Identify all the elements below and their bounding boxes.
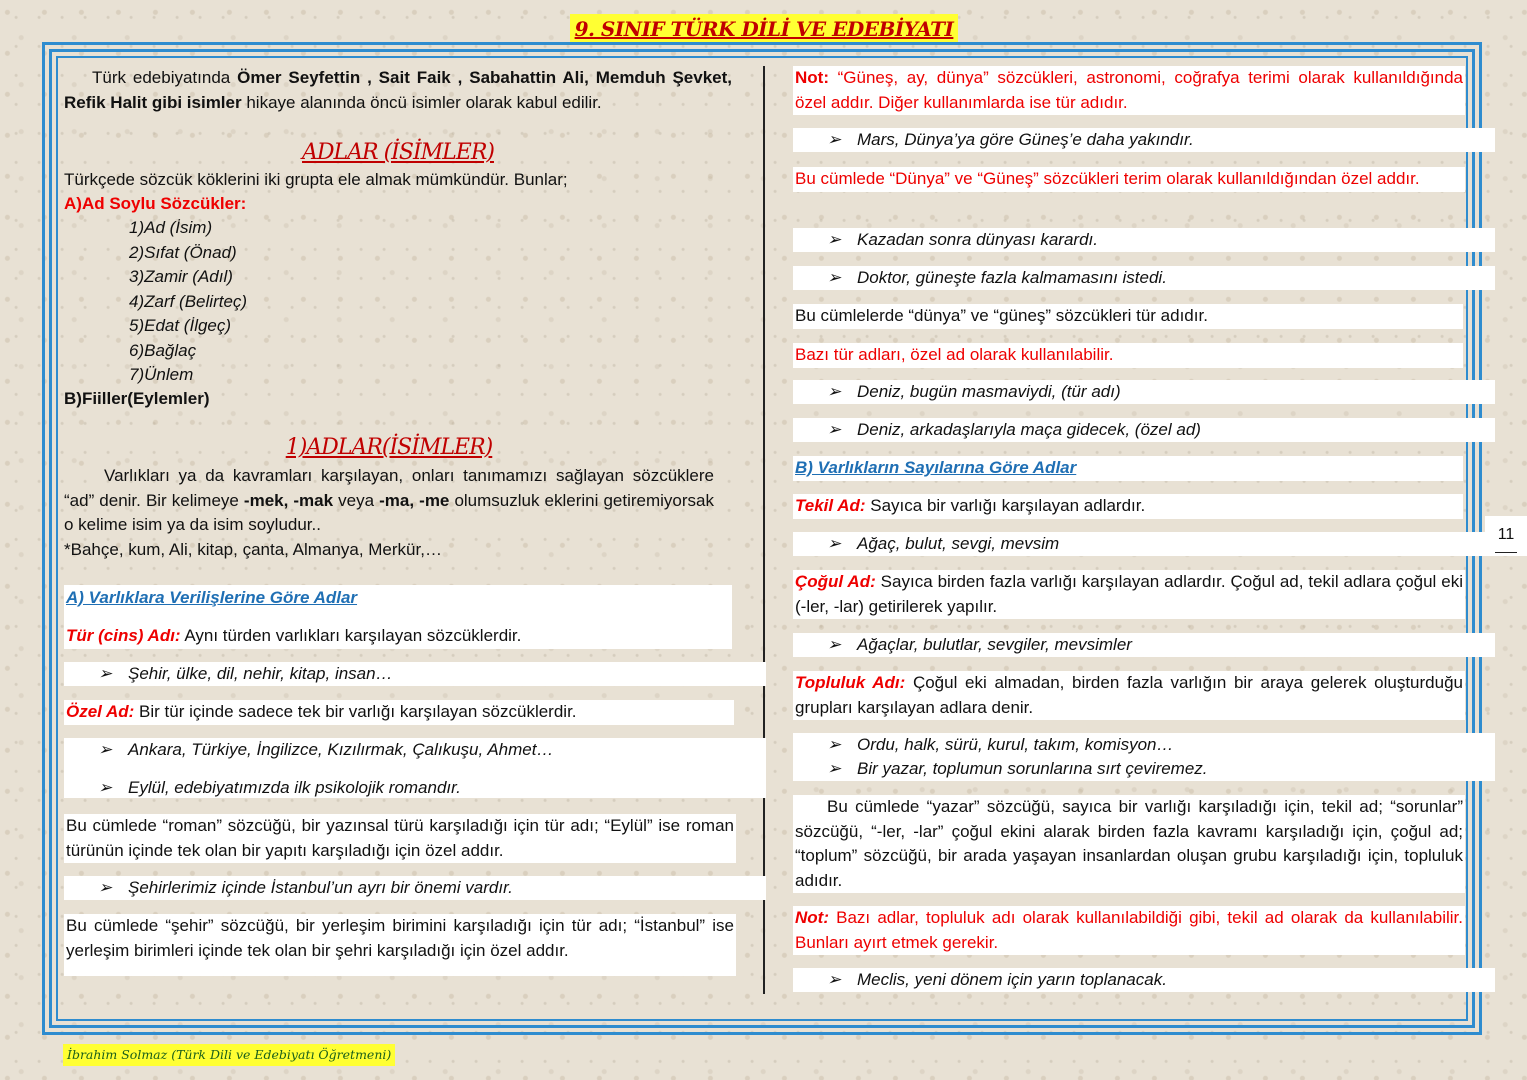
- ozel-ad-definition: Özel Ad: Bir tür içinde sadece tek bir varlığı karşılayan sözcüklerdir.: [64, 700, 734, 725]
- arrow-bullet-icon: ➢: [827, 382, 842, 401]
- list-item: 4)Zarf (Belirteç): [129, 291, 248, 311]
- yazar-explanation: Bu cümlede “yazar” sözcüğü, sayıca bir varlığı karşıladığı için, tekil ad; “sorunlar” sözcüğü, “-ler, -lar” çoğul ekini alarak birden fazla kavramı karşıladığı için, çoğul ad; “toplum” sözcüğü, bir arada yaşayan insanlardan oluşan grubu karşıladığı için, topluluk adıdır.: [793, 795, 1465, 893]
- example-item: ➢ Eylül, edebiyatımızda ilk psikolojik romandır.: [98, 776, 766, 800]
- note-topluluk: Not: Bazı adlar, topluluk adı olarak kullanılabildiği gibi, tekil ad olarak da kullanılabilir. Bunları ayırt etmek gerekir.: [793, 906, 1465, 955]
- example-item: ➢ Doktor, güneşte fazla kalmamasını istedi.: [793, 266, 1495, 290]
- pioneer-names: Ömer Seyfettin , Sait Faik , Sabahattin Ali, Memduh Şevket, Refik Halit gibi isimler: [64, 68, 732, 112]
- arrow-bullet-icon: ➢: [98, 740, 113, 759]
- group-b-title: B)Fiiller(Eylemler): [64, 389, 210, 408]
- list-item: 7)Ünlem: [129, 365, 194, 384]
- list-item: 1)Ad (İsim): [129, 218, 213, 237]
- heading-adlar: ADLAR (İSİMLER): [302, 140, 494, 165]
- example-item: ➢ Şehirlerimiz içinde İstanbul’un ayrı bir önemi vardır.: [64, 876, 766, 900]
- arrow-bullet-icon: ➢: [827, 735, 842, 754]
- topluluk-adi-definition: Topluluk Adı: Çoğul eki almadan, birden fazla varlığın bir araya gelerek oluşturduğu grupları karşılayan adlara denir.: [793, 671, 1465, 720]
- arrow-bullet-icon: ➢: [827, 635, 842, 654]
- example-item: ➢ Ağaç, bulut, sevgi, mevsim: [793, 532, 1495, 556]
- section-a-box: [64, 585, 732, 649]
- list-item: 5)Edat (İlgeç): [129, 316, 232, 335]
- column-divider: [763, 66, 765, 994]
- group-a-list: [64, 216, 797, 388]
- arrow-bullet-icon: ➢: [827, 970, 842, 989]
- list-item: 2)Sıfat (Önad): [129, 242, 237, 262]
- heading-1-adlar: 1)ADLAR(İSİMLER): [285, 435, 493, 460]
- sehir-explanation: Bu cümlede “şehir” sözcüğü, bir yerleşim birimini karşıladığı için tür adı; “İstanbul” ise yerleşim birimleri içinde tek olan bir şehri karşıladığı için özel addır.: [64, 914, 736, 976]
- arrow-bullet-icon: ➢: [827, 534, 842, 553]
- example-group: [793, 733, 1495, 781]
- example-item: ➢ Kazadan sonra dünyası karardı.: [793, 228, 1495, 252]
- example-item: ➢ Ordu, halk, sürü, kurul, takım, komisyon…: [827, 733, 1495, 757]
- arrow-bullet-icon: ➢: [98, 664, 113, 683]
- example-item: ➢ Ankara, Türkiye, İngilizce, Kızılırmak, Çalıkuşu, Ahmet…: [98, 738, 766, 762]
- example-item: ➢ Deniz, bugün masmaviydi, (tür adı): [793, 380, 1495, 404]
- page-title: 9. SINIF TÜRK DİLİ VE EDEBİYATI: [570, 14, 958, 44]
- section-a-title: A) Varlıklara Verilişlerine Göre Adlar: [66, 588, 358, 607]
- arrow-bullet-icon: ➢: [98, 878, 113, 897]
- arrow-bullet-icon: ➢: [98, 778, 113, 797]
- group-a-title: A)Ad Soylu Sözcükler:: [64, 194, 247, 213]
- examples-line: *Bahçe, kum, Ali, kitap, çanta, Almanya, Merkür,…: [64, 540, 442, 559]
- arrow-bullet-icon: ➢: [827, 420, 842, 439]
- roman-explanation: Bu cümlede “roman” sözcüğü, bir yazınsal türü karşıladığı için tür adı; “Eylül” ise roman türünün içinde tek olan bir yapıtı karşıladığı için özel addır.: [64, 814, 736, 863]
- page-number: 11: [1485, 516, 1527, 556]
- example-item: ➢ Mars, Dünya’ya göre Güneş’e daha yakındır.: [793, 128, 1495, 152]
- example-item: ➢ Deniz, arkadaşlarıyla maça gidecek, (özel ad): [793, 418, 1495, 442]
- arrow-bullet-icon: ➢: [827, 130, 842, 149]
- tur-adi-definition: Tür (cins) Adı: Aynı türden varlıkları karşılayan sözcüklerdir.: [66, 626, 522, 645]
- ozel-note: Bazı tür adları, özel ad olarak kullanılabilir.: [793, 343, 1463, 368]
- list-item: 3)Zamir (Adıl): [129, 267, 233, 286]
- note-terms: Not: “Güneş, ay, dünya” sözcükleri, astronomi, coğrafya terimi olarak kullanıldığında özel addır. Diğer kullanımlarda ise tür adıdır.: [793, 66, 1465, 115]
- footer-author: İbrahim Solmaz (Türk Dili ve Edebiyatı Öğretmeni): [63, 1044, 395, 1066]
- tur-explanation: Bu cümlelerde “dünya” ve “güneş” sözcükleri tür adıdır.: [793, 304, 1463, 329]
- example-item: ➢ Bir yazar, toplumun sorunlarına sırt çeviremez.: [827, 757, 1495, 781]
- section-b-title: B) Varlıkların Sayılarına Göre Adlar: [793, 456, 1463, 481]
- arrow-bullet-icon: ➢: [827, 230, 842, 249]
- intro-paragraph: Türk edebiyatında Ömer Seyfettin , Sait Faik , Sabahattin Ali, Memduh Şevket, Refik Halit gibi isimler hikaye alanında öncü isimler olarak kabul edilir.: [64, 68, 732, 112]
- list-item: 6)Bağlaç: [129, 340, 197, 360]
- example-item: ➢ Ağaçlar, bulutlar, sevgiler, mevsimler: [793, 633, 1495, 657]
- example-group: [64, 738, 766, 798]
- arrow-bullet-icon: ➢: [827, 268, 842, 287]
- example-item: ➢ Şehir, ülke, dil, nehir, kitap, insan…: [64, 662, 766, 686]
- roots-intro: Türkçede sözcük köklerini iki grupta ele almak mümkündür. Bunlar;: [64, 170, 568, 189]
- tekil-ad-definition: Tekil Ad: Sayıca bir varlığı karşılayan adlardır.: [793, 494, 1463, 519]
- cogul-ad-definition: Çoğul Ad: Sayıca birden fazla varlığı karşılayan adlardır. Çoğul ad, tekil adlara çoğul eki (-ler, -lar) getirilerek yapılır.: [793, 570, 1465, 619]
- ad-definition: Varlıkları ya da kavramları karşılayan, onları tanımamızı sağlayan sözcüklere “ad” denir. Bir kelimeye -mek, -mak veya -ma, -me olumsuzluk eklerini getiremiyorsak o kelime isim ya da isim soyludur..: [64, 466, 714, 534]
- example-item: ➢ Meclis, yeni dönem için yarın toplanacak.: [793, 968, 1495, 992]
- mars-explanation: Bu cümlede “Dünya” ve “Güneş” sözcükleri terim olarak kullanıldığından özel addır.: [793, 167, 1465, 192]
- arrow-bullet-icon: ➢: [827, 759, 842, 778]
